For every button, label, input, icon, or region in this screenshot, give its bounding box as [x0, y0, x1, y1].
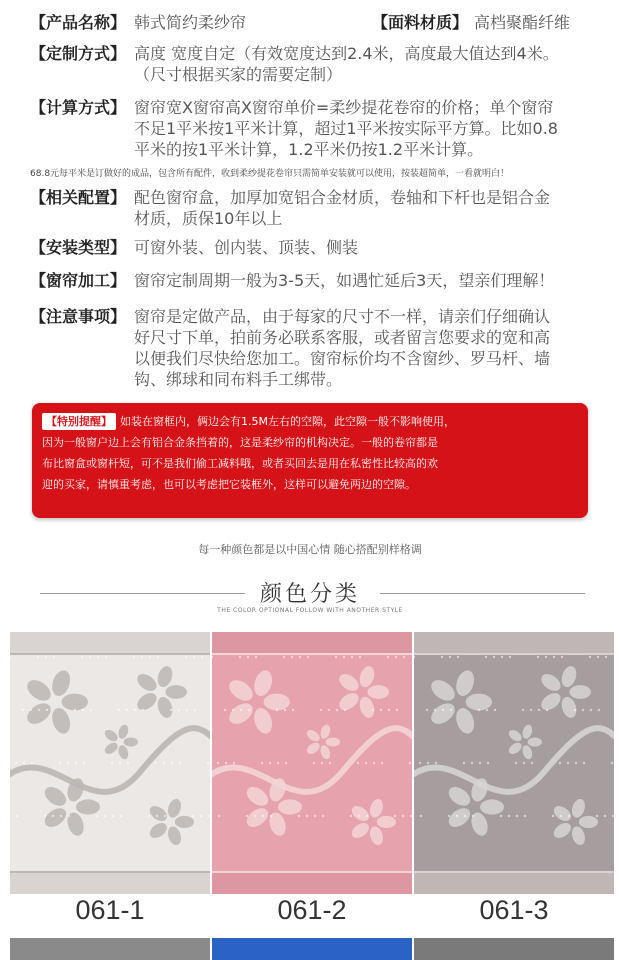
spec-label-material: 【面料材质】	[372, 13, 469, 32]
spec-line: 钩、绑球和同布料手工绑带。	[134, 370, 343, 389]
spec-label: 【相关配置】	[30, 188, 127, 207]
spec-label: 【定制方式】	[30, 44, 127, 63]
notice-line	[42, 411, 582, 432]
section-subtitle: THE COLOR OPTIONAL FOLLOW WITH ANOTHER STYLE	[217, 607, 403, 614]
swatch-image-3[interactable]	[414, 632, 614, 894]
spec-value	[134, 306, 604, 390]
spec-value	[134, 97, 604, 160]
spec-line: 以便我们尽快给您加工。窗帘标价均不含窗纱、罗马杆、墙	[134, 349, 551, 368]
spec-label: 【安装类型】	[30, 238, 127, 257]
notice-text	[42, 411, 582, 495]
spec-line: 窗帘宽X窗帘高X窗帘单价=柔纱提花卷帘的价格；单个窗帘	[134, 98, 554, 117]
swatch-code-2: 061-2	[277, 895, 347, 925]
color-caption: 每一种颜色都是以中国心情 随心搭配别样格调	[198, 543, 422, 556]
spec-line: 平米的按1平米计算，1.2平米仍按1.2平米计算。	[134, 140, 484, 159]
spec-value: 窗帘定制周期一般为3-5天，如遇忙延后3天，望亲们理解！	[134, 271, 555, 290]
price-note: 68.8元每平米是订做好的成品，包含所有配件，收到柔纱提花卷帘只需简单安装就可以使用，按装超简单，一看就明白！	[30, 169, 510, 179]
notice-line: 迎的买家，请慎重考虑，也可以考虑把它装框外，这样可以避免两边的空隙。	[42, 478, 416, 491]
spec-line: 高度 宽度自定（有效宽度达到2.4米，高度最大值达到4米。	[134, 44, 559, 63]
notice-line: 布比窗盒或窗杆短，可不是我们偷工减料哦，或者买回去是用在私密性比较高的欢	[42, 457, 438, 470]
spec-value	[134, 187, 604, 229]
spec-line: （尺寸根据买家的需要定制）	[134, 65, 343, 84]
spec-label: 【窗帘加工】	[30, 271, 127, 290]
swatch-image-2[interactable]	[212, 632, 412, 894]
notice-line: 因为一般窗户边上会有铝合金条挡着的，这是柔纱帘的机构决定。一般的卷帘都是	[42, 436, 438, 449]
spec-line: 窗帘是定做产品，由于每家的尺寸不一样，请亲们仔细确认	[134, 307, 551, 326]
swatch-image-1[interactable]	[10, 632, 210, 894]
notice-tag: 【特别提醒】	[42, 413, 116, 430]
swatch-code-1: 061-1	[75, 895, 145, 925]
notice-line-text: 如装在窗框内，俩边会有1.5M左右的空隙，此空隙一般不影响使用，	[120, 415, 455, 428]
spec-line: 不足1平米按1平米计算，超过1平米按实际平方算。比如0.8	[134, 119, 558, 138]
swatch-image-6-partial[interactable]	[414, 938, 614, 960]
special-notice-box	[32, 403, 588, 518]
spec-value: 可窗外装、创内装、顶装、侧装	[134, 238, 359, 257]
swatch-image-4-partial[interactable]	[10, 938, 210, 960]
spec-value: 韩式简约柔纱帘	[134, 13, 247, 32]
spec-line: 配色窗帘盒，加厚加宽铝合金材质，卷轴和下杆也是铝合金	[134, 188, 551, 207]
spec-label: 【计算方式】	[30, 98, 127, 117]
spec-value	[134, 43, 604, 85]
swatch-code-3: 061-3	[479, 895, 549, 925]
spec-label: 【产品名称】	[30, 13, 127, 32]
section-title: 颜色分类	[259, 582, 360, 607]
spec-label: 【注意事项】	[30, 307, 127, 326]
spec-line: 好尺寸下单，拍前务必联系客服，或者留言您要求的宽和高	[134, 328, 551, 347]
swatch-image-5-partial[interactable]	[212, 938, 412, 960]
spec-value-material: 高档聚酯纤维	[474, 13, 571, 32]
spec-line: 材质，质保10年以上	[134, 209, 283, 228]
